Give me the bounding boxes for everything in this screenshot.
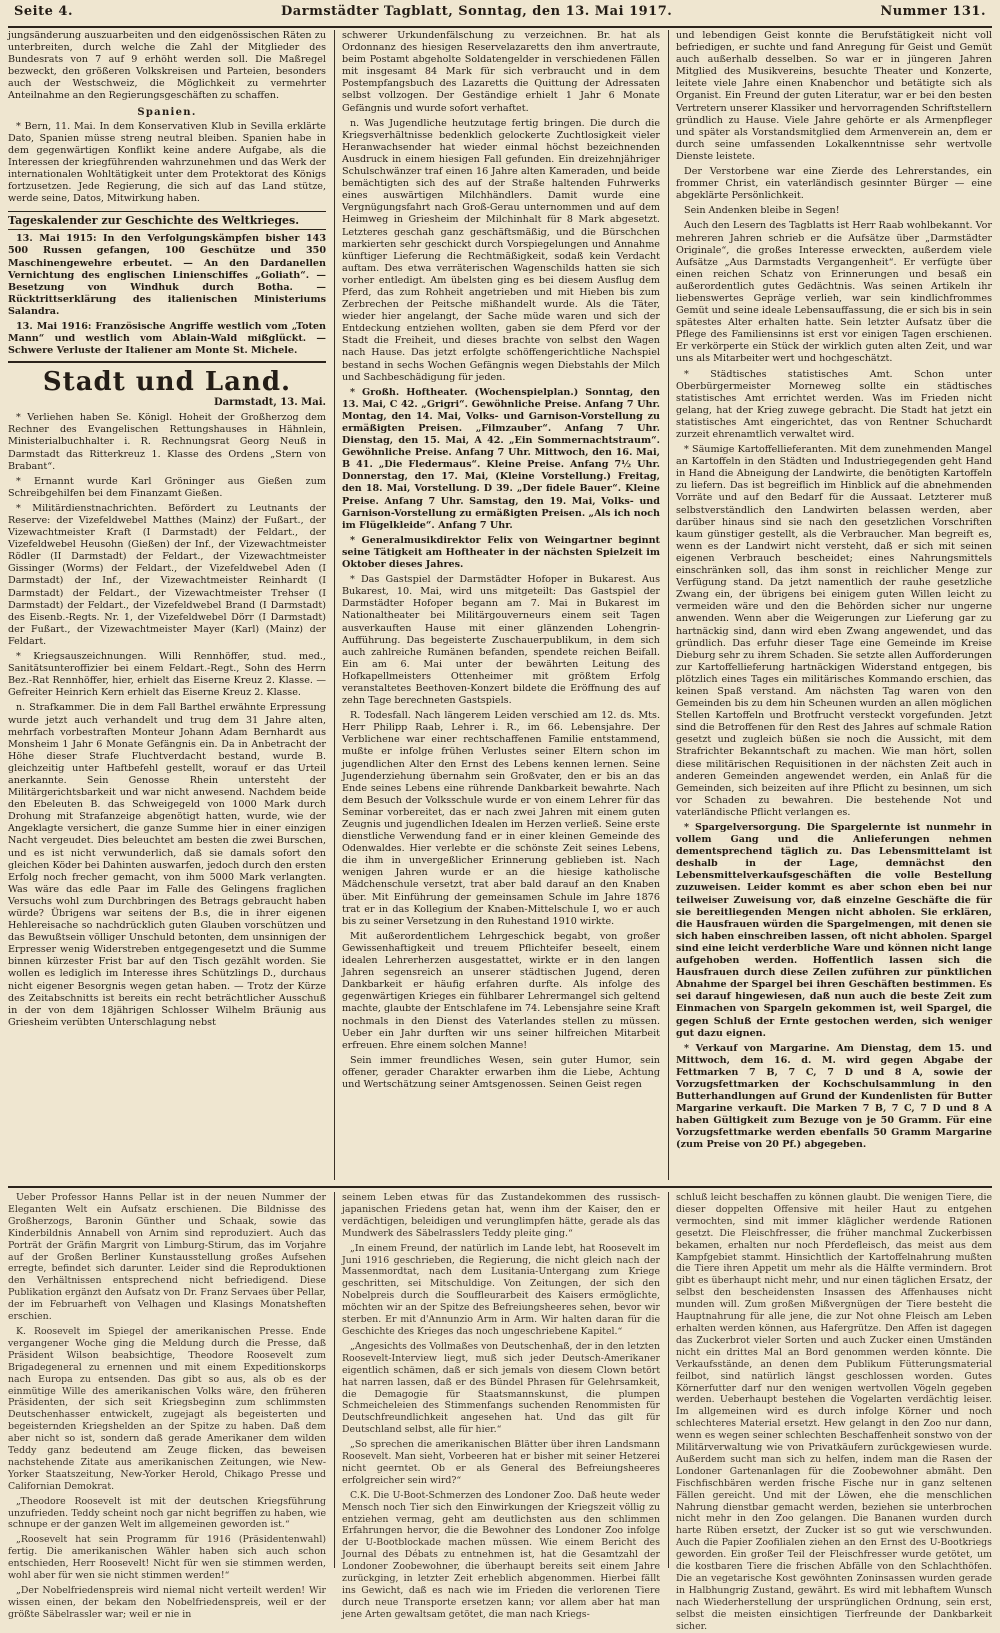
news-criminal-court: n. Strafkammer. Die in dem Fall Barthel erwähnte Erpressung wurde jetzt auch verhandelt und trug dem 31 Jahre alten, mehrfach vorbestraften Monteur Johann Adam Bernhardt aus Monsheim 1 Jahr 6 Monate Gefängnis ein. Da in Anbetracht der Höhe dieser Strafe Fluchtverdacht bestand, wurde B. gleichzeitig unter Haftbefehl gestellt, worauf er das Urteil anerkannte. Sein Genosse Rhein untersteht der Militärgerichtsbarkeit und war nicht anwesend. Nachdem beide den Ebeleuten B. das Schweigegeld von 1000 Mark durch Drohung mit Strafanzeige abgenötigt hatten, wurde, wie der Angeklagte versichert, die ganze Summe hier in einer einzigen Nacht vergeudet. Dies beleuchtet am besten die zwei Burschen, und es ist nicht verwunderlich, daß sie damals sofort den gleichen Köder bei Dahinten auswarfen, jedoch durch den ersten Erfolg noch frecher gemacht, von ihm 5000 Mark verlangten. Was wäre das edle Paar im Falle des Gelingens fraglichen Versuchs wohl zum Durchbringen des Betrags gebraucht haben würde? Übrigens war seitens der B.s, die in ihrer eigenen Hehlereisache so nachdrücklich guten Glauben vorschützen und das Bewußtsein völliger Unschuld betonten, dem unsinnigen der Erpresser wenig Widerstreben entgegengesetzt und die Summe binnen kürzester Frist bar auf den Tisch gezählt worden. Sie wollen es lediglich im Interesse ihres Schützlings D., durchaus nicht eigener Besorgnis wegen getan haben. — Trotz der Kürze des Zeitabschnitts ist bereits ein recht beträchtlicher Ausschuß in der von dem 18jährigen Schlosser Wilhelm Bräunig aus Griesheim verübten Unterschlagung nebst bbox=[8, 702, 326, 1028]
news-margarine: * Verkauf von Margarine. Am Dienstag, dem 15. und Mittwoch, dem 16. d. M. wird gegen Abgabe der Fettmarken 7 B, 7 C, 7 D und 8 A, sowie der Vorzugsfettmarken der Kochschulsammlung in den Butterhandlungen auf Grund der Kundenlisten für Butter Margarine verkauft. Die Marken 7 B, 7 C, 7 D und 8 A haben Gültigkeit zum Bezuge von je 50 Gramm. Für eine Vorzugsfettmarke werden ebenfalls 50 Gramm Margarine (zum Preise von 20 Pf.) abgegeben. bbox=[676, 1042, 992, 1151]
feuilleton-quote-2: „Roosevelt hat sein Programm für 1916 (Präsidentenwahl) fertig. Die amerikanischen Wähler haben sich auch schon entschieden, Herr Roosevelt! Nicht für wen sie stimmen werden, wohl aber für wen sie nicht stimmen werden!“ bbox=[8, 1534, 326, 1582]
news-obituary-2: Mit außerordentlichem Lehrgeschick begabt, von großer Gewissenhaftigkeit und treuem Pflichteifer beseelt, einem idealen Lehrerherzen ausgestattet, wirkte er in den langen Jahren segensreich an unserer städtischen Jugend, deren Dankbarkeit er häufig erfahren durfte. Als infolge des gegenwärtigen Krieges ein fühlbarer Lehrermangel sich geltend machte, glaubte der Entschlafene im 74. Lebensjahre seine Kraft nochmals in den Dienst des Vaterlandes stellen zu müssen. Ueber ein Jahr durften wir uns seiner hilfreichen Mitarbeit erfreuen. Ehre einem solchen Manne! bbox=[342, 930, 660, 1051]
news-war-decorations: * Kriegsauszeichnungen. Willi Rennhöffer, stud. med., Sanitätsunteroffizier bei einem Feldart.-Regt., Sohn des Herrn Bez.-Rat Rennhöffer, hier, erhielt das Eiserne Kreuz 2. Klasse. — Gefreiter Heinrich Kern erhielt das Eiserne Kreuz 2. Klasse. bbox=[8, 651, 326, 699]
page-number: Seite 4. bbox=[14, 4, 73, 19]
feuilleton-section bbox=[8, 1186, 992, 1632]
column-1 bbox=[8, 30, 326, 1180]
news-obituary-3: Sein immer freundliches Wesen, sein guter Humor, sein offener, gerader Charakter erwarben ihm die Liebe, Achtung und Wertschätzung seiner Amtsgenossen. Seinen Geist regen bbox=[342, 1054, 660, 1090]
feuilleton-roosevelt: K. Roosevelt im Spiegel der amerikanischen Presse. Ende vergangener Woche ging die Meldung durch die Presse, daß Präsident Wilson beabsichtige, Theodore Roosevelt zum Brigadegeneral zu ernennen und mit einem Expeditionskorps nach Europa zu entsenden. Das gibt so aus, als ob es der einmütige Wille des amerikanischen Volks wäre, den früheren Präsidenten, der sich seit Kriegsbeginn zum schlimmsten Deutschenhasser entwickelt, zugejagt als begeisterten und begeisternden Kriegshelden an der Spitze zu haben. Daß dem aber nicht so ist, sondern daß gerade Amerikaner dem wilden Teddy ganz bedeutend am Zeuge flicken, das beweisen nachstehende Zitate aus amerikanischen Zeitungen, wie New-Yorker Staatszeitung, New-Yorker Herold, Chikago Presse und Californian Demokrat. bbox=[8, 1325, 326, 1492]
news-obituary-4: Der Verstorbene war eine Zierde des Lehrerstandes, ein frommer Christ, ein vaterländisch gesinnter Bürger — eine abgeklärte Persönlichkeit. bbox=[676, 166, 992, 202]
feuilleton-london-zoo-continued: schluß leicht beschaffen zu können glaubt. Die wenigen Tiere, die dieser doppelten Offensive mit heiler Haut zu entgehen vermochten, sind mit immer kläglicher werdende Rationen gesetzt. Die Fleischfresser, die früher manchmal Zuckerbissen bekamen, erhalten nur noch Pferdefleisch, das meist aus dem Kampfgebiet stammt. Hinsichtlich der Kartoffelnahrung mußten die Tiere ihren Appetit um mehr als die Hälfte vermindern. Brot gibt es überhaupt nicht mehr, und nur einen täglichen Ersatz, der selbst den bescheidensten Insassen des Affenhauses nicht munden will. Zum großen Mißvergnügen der Tiere besteht die Hauptnahrung für alle jene, die zur Not ohne Fleisch am Leben erhalten werden können, aus Hafergrütze. Den Affen ist dagegen das Zuckerbrot vieler Sorten und auch Zucker einen Umständen nicht ein drittes Mal an Bord genommen werden könnte. Die Verkaufsstände, an denen dem Publikum Fütterungsmaterial feilbot, sind natürlich längst geschlossen worden. Gutes Körnerfutter darf nur den wenigen wertvollen Vögeln gegeben werden. Ueberhaupt bestehen die Vogelarten verdächtig leiser. Im allgemeinen wird es durch infolge Körner und noch schlechteres Material ersetzt. Hew gelangt in den Zoo nur dann, wenn es wegen seiner schlechten Beschaffenheit sonstwo von der Militärverwaltung wie von Privatkäufern zurückgewiesen wurde. Außerdem sucht man sich zu helfen, indem man die Rasen der Londoner Gartenanlagen für die Zoobewohner abmäht. Den Fischfischbären werden frische Fische nur in ganz seltenen Fällen gereicht. Und mit der Löwen, ehe die menschlichen Nahrung dienstbar gemacht werden, beziehen sie unterbrochen nicht mehr in den Zoo gelangen. Die Bananen wurden durch harte Rüben ersetzt, der Zucker ist so gut wie verschwunden. Auch die Papier Zoofilialen ziehen an den Ernst des U-Bootkriegs geworden. Ein großer Teil der Fleischfresser wurde getötet, um die kostbaren Tiere die frischen Abfälle von den Schlachthöfen. Die an vegetarische Kost gewöhnten Zoninsassen wurden gerade in Halbhungrig Zustand, gewährt. Es wird mit lebhaftem Wunsch nach Wiederherstellung der ursprünglichen Ordnung, sein erst, selbst die meisten einsichtigen Tierfreunde der Dankbarkeit sicher. bbox=[676, 1192, 992, 1632]
news-asparagus: * Spargelversorgung. Die Spargelernte ist nunmehr in vollem Gang und die Anlieferungen nehmen dementsprechend täglich zu. Das Lebensmittelamt ist deshalb in der Lage, demnächst den Lebensmittelverkaufsgeschäften die volle Bestellung zuzuweisen. Leider kommt es aber schon eben bei nur teilweiser Zuweisung vor, daß einzelne Geschäfte die für sie bereitliegenden Mengen nicht abholen. Sie erklären, die Hausfrauen würden die Spargelmengen, mit denen sie sich haben einschreiben lassen, oft nicht abholen. Spargel sind eine leicht verderbliche Ware und können nicht lange aufgehoben werden. Hoffentlich lassen sich die Hausfrauen durch diese Zeilen zuführen zur pünktlichen Abnahme der Spargel bei ihren Geschäften bestimmen. Es sei darauf hingewiesen, daß nun auch die beste Zeit zum Einmachen von Spargeln gekommen ist, weil Spargel, die gegen Schluß der Ernte gestochen werden, sich weniger gut dazu eignen. bbox=[676, 822, 992, 1039]
feuilleton-column-3 bbox=[676, 1192, 992, 1632]
section-title-stadt-und-land: Stadt und Land. bbox=[8, 361, 326, 397]
news-statistics-office: * Städtisches statistisches Amt. Schon unter Oberbürgermeister Morneweg sollte ein städtisches statistisches Amt errichtet werden. Was im Frieden nicht gelang, hat der Krieg zuwege gebracht. Die Stadt hat jetzt ein statistisches Amt eingerichtet, das von Rentner Schuchardt zurzeit ehrenamtlich verwaltet wird. bbox=[676, 368, 992, 440]
news-military: * Militärdienstnachrichten. Befördert zu Leutnants der Reserve: der Vizefeldwebel Matthes (Mainz) der Fußart., der Vizewachtmeister Kraft (I Darmstadt) der Feldart., der Vizefeldwebel Heusohn (Gießen) der Inf., der Vizewachtmeister Rödler (II Darmstadt) der Feldart., der Vizewachtmeister Gissinger (Worms) der Feldart., der Vizefeldwebel Aden (I Darmstadt) der Inf., der Vizewachtmeister Reinhardt (I Darmstadt) der Feldart., der Vizewachtmeister Trehser (I Darmstadt) der Feldart., der Vizefeldwebel Brand (I Darmstadt) des Eisenb.-Regts. Nr. 1, der Vizefeldwebel Dörr (I Darmstadt) der Fußart., der Vizewachtmeister Mayer (Karl) (Mainz) der Feldart. bbox=[8, 502, 326, 647]
feuilleton-london-zoo: C.K. Die U-Boot-Schmerzen des Londoner Zoo. Daß heute weder Mensch noch Tier sich den Einwirkungen der Kriegszeit völlig zu entziehen vermag, geht am deutlichsten aus den schlimmen Erfahrungen hervor, die die Bewohner des Londoner Zoo infolge der U-Bootblockade machen müssen. Wie einem Bericht des Journal des Débats zu entnehmen ist, hat die Gesamtzahl der Londoner Zoobewohner, die überhaupt bereits seit einem Jahre zurückging, in letzter Zeit erheblich abgenommen. Hierbei fällt ins Gewicht, daß es nach wie im Frieden die verlorenen Tiere durch neue Transporte ersetzen kann; vor allem aber hat man jene Arten gewaltsam getötet, die man nach Kriegs- bbox=[342, 1489, 660, 1620]
feuilleton-quote-4: „In einem Freund, der natürlich im Lande lebt, hat Roosevelt im Juni 1916 geschrieben, die Regierung, die nicht gleich nach der Massenmordtat, nach dem Lusitania-Untergang zum Kriege geschritten, sei Mitschuldige. Von Zeitungen, der sich den Nobelpreis durch die Souffleurarbeit des Kaisers ermöglichte, möchten wir an der Spitze des Befreiungsheeres sehen, bevor wir sterben. Er mit d'Annunzio Arm in Arm. Wir halten daran für die Geschichte des Krieges das noch ungeschriebene Kapitel.“ bbox=[342, 1242, 660, 1337]
federal-council-article: jungsänderung auszuarbeiten und den eidgenössischen Räten zu unterbreiten, durch welche die Zahl der Mitglieder des Bundesrats von 7 auf 9 erhöht werden soll. Die Maßregel bezweckt, den größeren Volkskreisen und Parteien, besonders auch der Westschweiz, die Möglichkeit zu vermehrter Anteilnahme an den Regierungsgeschäften zu schaffen. bbox=[8, 30, 326, 102]
newspaper-title: Darmstädter Tagblatt, Sonntag, den 13. Mai 1917. bbox=[281, 4, 673, 19]
column-rule bbox=[668, 1192, 669, 1568]
news-court-theatre: * Großh. Hoftheater. (Wochenspielplan.) Sonntag, den 13. Mai, C 42. „Grigri“. Gewöhnliche Preise. Anfang 7 Uhr. Montag, den 14. Mai, Volks- und Garnison-Vorstellung zu ermäßigten Preisen. „Filmzauber“. Anfang 7 Uhr. Dienstag, den 15. Mai, A 42. „Ein Sommernachtstraum“. Gewöhnliche Preise. Anfang 7 Uhr. Mittwoch, den 16. Mai, B 41. „Die Fledermaus“. Kleine Preise. Anfang 7½ Uhr. Donnerstag, den 17. Mai, (Kleine Vorstellung.) Freitag, den 18. Mai, Vorstellung. D 39. „Der fidele Bauer“. Kleine Preise. Anfang 7 Uhr. Samstag, den 19. Mai, Volks- und Garnison-Vorstellung zu ermäßigten Preisen. „Als ich noch im Flügelkleide“. Anfang 7 Uhr. bbox=[342, 386, 660, 531]
feuilleton-quote-5: „Angesichts des Vollmaßes von Deutschenhaß, der in den letzten Roosevelt-Interview liegt, muß sich jeder Deutsch-Amerikaner eigentlich schämen, daß er sich jemals von diesem Clown betört hat narren lassen, daß er des Bündel Phrasen für Gelehrsamkeit, die Demagogie für Staatsmannskunst, die plumpen Schmeicheleien des Stimmenfangs suchenden Renommisten für Deutschfreundlichkeit angesehen hat. Und das gilt für Deutschland selbst, alle für hier.“ bbox=[342, 1340, 660, 1436]
newspaper-page bbox=[8, 4, 992, 1632]
news-verliehen: * Verliehen haben Se. Königl. Hoheit der Großherzog dem Rechner des Evangelischen Rettungshauses in Hähnlein, Ministerialbuchhalter i. R. Rechnungsrat Georg Neuß in Darmstadt das Ritterkreuz 1. Klasse des Ordens „Stern von Brabant“. bbox=[8, 412, 326, 472]
war-calendar-heading: Tageskalender zur Geschichte des Weltkrieges. bbox=[8, 211, 326, 230]
column-3 bbox=[676, 30, 992, 1180]
column-rule bbox=[668, 30, 669, 1180]
feuilleton-quote-continued: seinem Leben etwas für das Zustandekommen des russisch-japanischen Friedens getan hat, wenn ihm der Kaiser, den er verdächtigen, beleidigen und verunglimpfen hätte, gerade als das Mundwerk des Säbelrasslers Teddy pleite ging.“ bbox=[342, 1192, 660, 1239]
feuilleton-pellar: Ueber Professor Hanns Pellar ist in der neuen Nummer der Eleganten Welt ein Aufsatz erschienen. Die Bildnisse des Großherzogs, Baronin Günther und Schaak, sowie das Kinderbildnis Annabell von Arnim sind reproduziert. Auch das Porträt der Gräfin Margrit von Limburg-Stirum, das im Vorjahre auf der Großen Berliner Kunstausstellung großes Aufsehen erregte, befindet sich darunter. Leider sind die Reproduktionen den Verhältnissen entsprechend nicht befriedigend. Diese Publikation ergänzt den Aufsatz von Dr. Franz Servaes über Pellar, der im Februarheft von Velhagen und Klasings Monatsheften erschien. bbox=[8, 1192, 326, 1323]
column-2 bbox=[342, 30, 660, 1180]
news-forgery-continued: schwerer Urkundenfälschung zu verzeichnen. Br. hat als Ordonnanz des hiesigen Reservelazaretts den ihm anvertraute, beim Postamt abgeholte Soldatengelder in verschiedenen Fällen mit insgesamt 84 Mark für sich verbraucht und in dem Postempfangsbuch des Lazaretts die Quittung der Adressaten selbst vollzogen. Der Geständige erhielt 1 Jahr 6 Monate Gefängnis und wurde sofort verhaftet. bbox=[342, 30, 660, 114]
news-ernannt: * Ernannt wurde Karl Gröninger aus Gießen zum Schreibgehilfen bei dem Finanzamt Gießen. bbox=[8, 475, 326, 499]
column-rule bbox=[334, 1192, 335, 1568]
news-obituary-6: Auch den Lesern des Tagblatts ist Herr Raab wohlbekannt. Vor mehreren Jahren schrieb er die Aufsätze über „Darmstädter Originale“, die großes Interesse erweckten, außerdem viele Aufsätze „Aus Darmstadts Vergangenheit“. Er verfügte über einen reichen Schatz von Erinnerungen und besaß ein außerordentlich gutes Gedächtnis. Was seinen Artikeln ihr liebenswertes Gepräge verlieh, war sein kindlichfrommes Gemüt und seine ideale Lebensauffassung, die er sich bis in sein spätestes Alter erhalten hatte. Sein letzter Aufsatz über die Pflege des Familiensinns ist erst vor einigen Tagen erschienen. Er verkörperte ein Stück der wirklich guten alten Zeit, und war uns als Mitarbeiter wert und hochgeschätzt. bbox=[676, 220, 992, 365]
news-obituary: R. Todesfall. Nach längerem Leiden verschied am 12. ds. Mts. Herr Philipp Raab, Lehrer i. R., im 66. Lebensjahre. Der Verblichene war einer rechtschaffenen Familie entstammend, mußte er infolge frühen Verlustes seiner Eltern schon im jugendlichen Alter den Ernst des Lebens kennen lernen. Seine Jugenderziehung übernahm sein Großvater, den er bis an das Ende seines Lebens eine rührende Dankbarkeit bewahrte. Nach dem Besuch der Volksschule wurde er von einem Lehrer für das Seminar vorbereitet, das er nach zwei Jahren mit einem guten Zeugnis und jugendlichen Idealen im Herzen verließ. Seine erste dienstliche Verwendung fand er in einer kleinen Gemeinde des Odenwaldes. Hier verlebte er die schönste Zeit seines Lebens, die ihm in unvergeßlicher Erinnerung geblieben ist. Nach wenigen Jahren wurde er an die hiesige katholische Mädchenschule versetzt, trat aber bald darauf an den Knaben über. Mit Einführung der gemeinsamen Schule im Jahre 1876 trat er in das Kollegium der Knaben-Mittelschule I, wo er auch bis zu seiner Versetzung in den Ruhestand 1910 wirkte. bbox=[342, 710, 660, 927]
column-rule bbox=[334, 30, 335, 1180]
feuilleton-column-1 bbox=[8, 1192, 326, 1620]
feuilleton-quote-3: „Der Nobelfriedenspreis wird niemal nicht verteilt werden! Wir wissen einen, der bekam den Nobelfriedenspreis, weil er der größte Säbelrassler war; weil er nie in bbox=[8, 1585, 326, 1620]
news-potato-suppliers: * Säumige Kartoffellieferanten. Mit dem zunehmenden Mangel an Kartoffeln in den Städten und Industriegegenden geht Hand in Hand die Abneigung der Landwirte, die benötigten Kartoffeln zu liefern. Das ist begreiflich im Hinblick auf die abnehmenden Vorräte und auf den Bedarf für die Aussaat. Letzterer muß selbstverständlich den Landwirten belassen werden, aber darüber hinaus sind sie nach den gesetzlichen Vorschriften kaum günstiger gestellt, als die Verbraucher. Man begreift es, wenn es der Landwirt nicht versteht, daß er sich mit seinen eigenen Verbrauch bescheidet; eines Nahrungsmittels einschränken soll, das ihm sonst in reichlicher Menge zur Verfügung stand. Da jetzt namentlich der rauhe gesetzliche Zwang ein, der übrigens bei einigem guten Willen leicht zu vermeiden wäre und den die Behörden sicher nur ungerne anwenden. Wenn aber die Weigerungen zur Lieferung gar zu hartnäckig sind, dann wird eben Zwang angewendet, und das gründlich. Das erfuhr dieser Tage eine Gemeinde im Kreise Dieburg sehr zu ihrem Schaden. Sie setzte allen Aufforderungen zur Kartoffellieferung hartnäckigen Widerstand entgegen, bis plötzlich eines Tages ein militärisches Kommando erschien, das keinen Spaß verstand. Am nächsten Tag waren von den Gemeinden bis zu dem hin Scheunen wurden an allen möglichen Stellen Kartoffeln und Brotfrucht versteckt vorgefunden. Jetzt sind die Betroffenen für den Rest des Jahres auf schmale Ration gesetzt und zugleich büßen sie noch die Aussicht, mit dem Strafrichter Bekanntschaft zu machen. Wie man hört, sollen diese militärischen Requisitionen in der nächsten Zeit auch in anderen Gemeinden angewendet werden, ein Anlaß für die Gemeinden, sich beizeiten auf ihre Pflicht zu besinnen, um sich vor Schaden zu bewahren. Die bestehende Not und vaterländische Pflicht verlangen es. bbox=[676, 444, 992, 818]
news-obituary-continued: und lebendigen Geist konnte die Berufstätigkeit nicht voll befriedigen, er suchte und fand Anregung für Geist und Gemüt auch außerhalb desselben. So war er in jüngeren Jahren Mitglied des Musikvereins, besuchte Theater und Konzerte, leitete viele Jahre einen Knabenchor und betätigte sich als Organist. Ein Freund der guten Literatur, war er bei den besten Vertretern unserer Klassiker und hervorragenden Schriftstellern gründlich zu Hause. Viele Jahre gehörte er als Armenpfleger und später als Vorstandsmitglied dem Armenverein an, dem er durch seine umfassenden Lokalkenntnisse sehr wertvolle Dienste leistete. bbox=[676, 30, 992, 162]
war-calendar-1916: 13. Mai 1916: Französische Angriffe westlich vom „Toten Mann“ und westlich vom Ablain-Wald mißglückt. — Schwere Verluste der Italiener am Monte St. Michele. bbox=[8, 320, 326, 357]
feuilleton-quote-1: „Theodore Roosevelt ist mit der deutschen Kriegsführung unzufrieden. Teddy scheint noch gar nicht begriffen zu haben, wie schnupe er der ganzen Welt im allgemeinen geworden ist.“ bbox=[8, 1495, 326, 1531]
news-obituary-5: Sein Andenken bleibe in Segen! bbox=[684, 205, 840, 217]
dateline: Darmstadt, 13. Mai. bbox=[213, 397, 326, 409]
news-weingartner: * Generalmusikdirektor Felix von Weingartner beginnt seine Tätigkeit am Hoftheater in der nächsten Spielzeit im Oktober dieses Jahres. bbox=[342, 534, 660, 571]
masthead bbox=[8, 4, 992, 28]
spain-article: * Bern, 11. Mai. In dem Konservativen Klub in Sevilla erklärte Dato, Spanien müsse streng neutral bleiben. Spanien habe in dem gegenwärtigen Konflikt keine andere Aufgabe, als die Interessen der kriegführenden wahrzunehmen und das Werk der internationalen Wohltätigkeit unter dem Protektorat des Königs fortzusetzen. Jede Regierung, die sich auf das Land stütze, werde seine, Datos, Mitwirkung haben. bbox=[8, 120, 326, 205]
upper-section bbox=[8, 30, 992, 1180]
feuilleton-quote-6: „So sprechen die amerikanischen Blätter über ihren Landsmann Roosevelt. Man sieht, Vorbeeren hat er bisher mit seiner Hetzerei nicht geerntet. Ob er als General des Befreiungsheeres erfolgreicher sein wird?“ bbox=[342, 1439, 660, 1486]
news-youth: n. Was Jugendliche heutzutage fertig bringen. Die durch die Kriegsverhältnisse bedenklich gelockerte Zuchtlosigkeit vieler Heranwachsender hat wieder einmal höchst bezeichnenden Ausdruck in einem hiesigen Fall gefunden. Ein dreizehnjähriger Schulschwänzer traf einen 16 Jahre alten Kameraden, und beide bemächtigten sich des auf der Straße haltenden Fuhrwerks eines auswärtigen Milchhändlers. Damit wurde eine Vergnügungsfahrt nach Groß-Gerau unternommen und auf dem Heimweg in Griesheim der Milchinhalt für 8 Mark abgesetzt. Letzteres geschah ganz geschäftsmäßig, und die Bürschchen markierten sehr geschickt durch Vorspiegelungen und Annahme künftiger Lieferung die Rechtmäßigkeit, sodaß kein Verdacht auftam. Des etwa verräterischen Wagenschilds hatten sie sich vorher entledigt. Am übelsten ging es bei diesem Ausflug dem Pferd, das zum Rohheit angetrieben und mit Hieben bis zum Zerbrechen der Peitsche mißhandelt wurde. Als die Täter, wieder hier angelangt, der Sache müde waren und sich der Entdeckung entziehen wollten, gaben sie dem Pferd vor der Stadt die Freiheit, und dieses brachte von selbst den Wagen nach Hause. Das jetzt erfolgte schöffengerichtliche Nachspiel bestand in sechs Wochen Gefängnis wegen Diebstahls der Milch und Sachbeschädigung für jeden. bbox=[342, 117, 660, 383]
feuilleton-column-2 bbox=[342, 1192, 660, 1620]
spain-heading: Spanien. bbox=[137, 106, 197, 118]
news-bukarest: * Das Gastspiel der Darmstädter Hofoper in Bukarest. Aus Bukarest, 10. Mai, wird uns mitgeteilt: Das Gastspiel der Darmstädter Hofoper begann am 7. Mai in Bukarest im Nationaltheater bei Militärgouverneurs einem seit Tagen ausverkauften Hause mit einer glänzenden Lohengrin-Aufführung. Das begeisterte Zuschauerpublikum, in dem sich auch zahlreiche Rumänen befanden, spendete reichen Beifall. Ein am 6. Mai unter der bewährten Leitung des Hofkapellmeisters Ottenheimer mit größtem Erfolg veranstaltetes Beethoven-Konzert bildete die Eröffnung des auf zehn Tage berechneten Gastspiels. bbox=[342, 574, 660, 707]
issue-number: Nummer 131. bbox=[880, 4, 986, 19]
war-calendar-1915: 13. Mai 1915: In den Verfolgungskämpfen bisher 143 500 Russen gefangen, 100 Geschütze und 350 Maschinengewehre erbeutet. — An den Dardanellen Vernichtung des englischen Linienschiffes „Goliath“. — Besetzung von Windhuk durch Botha. — Rücktrittserklärung des italienischen Ministeriums Salandra. bbox=[8, 233, 326, 317]
